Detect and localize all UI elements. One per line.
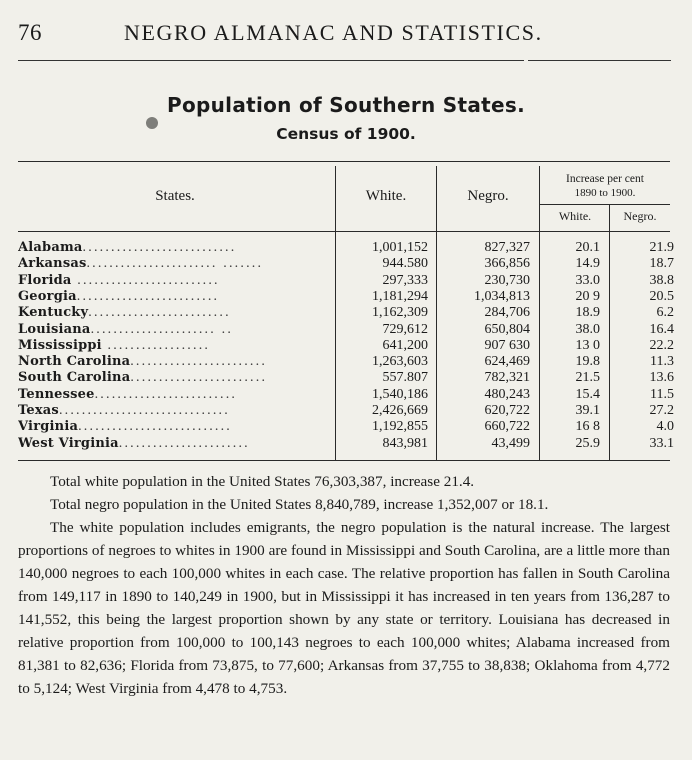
state-name: Georgia — [18, 288, 77, 304]
negro-population-cell: 480,243 — [484, 386, 530, 402]
state-name: South Carolina — [18, 370, 131, 386]
increase-white-cell: 21.5 — [575, 370, 600, 386]
negro-population-cell: 230,730 — [484, 272, 530, 288]
increase-white-cell: 38.0 — [575, 321, 600, 337]
table-title: Population of Southern States. — [167, 93, 525, 117]
state-name: Alabama — [18, 240, 83, 255]
header-rule-right — [528, 60, 671, 61]
header-negro: Negro. — [467, 188, 509, 204]
increase-negro-cell: 20.5 — [649, 288, 674, 304]
table-subtitle: Census of 1900. — [276, 125, 416, 143]
increase-white-cell: 39.1 — [575, 403, 600, 418]
state-name: Kentucky — [18, 305, 89, 321]
negro-population-cell: 43,499 — [491, 435, 530, 451]
table-row — [0, 387, 692, 403]
negro-population-cell: 1,034,813 — [474, 288, 530, 304]
white-population-cell: 944.580 — [382, 256, 428, 272]
leader-dots: ........................... — [82, 240, 237, 255]
leader-dots: ...................... .. — [90, 321, 234, 337]
state-name: Arkansas — [18, 256, 87, 272]
total-white-line: Total white population in the United States 76,303,387, increase 21.4. — [50, 473, 475, 490]
leader-dots: ....................... ....... — [86, 256, 264, 272]
leader-dots: ......................... — [71, 272, 220, 288]
table-row — [0, 370, 692, 386]
state-cell — [18, 305, 332, 321]
state-name: Tennessee — [18, 386, 95, 402]
white-population-cell: 1,263,603 — [372, 354, 428, 370]
table-row — [0, 322, 692, 338]
state-cell — [18, 419, 332, 435]
white-population-cell: 2,426,669 — [372, 403, 428, 418]
leader-dots: ......................... — [76, 288, 220, 304]
state-cell — [18, 289, 332, 305]
white-population-cell: 641,200 — [382, 337, 428, 353]
state-cell — [18, 322, 332, 338]
body-text — [18, 470, 670, 700]
state-name: Mississippi — [18, 337, 102, 353]
total-negro-line: Total negro population in the United States 8,840,789, increase 1,352,007 or 18.1. — [50, 496, 549, 513]
body-paragraph: The white population includes emigrants, the negro population is the natural increase. The largest proportions of negroes to whites in 1900 are found in Mississippi and South Carolina, are a little more than 140,000 negroes to each 100,000 whites in each case. The relative proportion has fallen in South Carolina from 149,117 in 1890 to 140,249 in 1900, but in Mississippi it has increased in ten years from 136,287 to 141,552, this being the largest proportion shown by any state or territory. Louisiana has decreased in relative proportion from 100,000 to 100,143 negroes to each 100,000 whites; Alabama increased from 81,381 to 82,636; Florida from 73,875, to 77,600; Arkansas from 37,755 to 38,838; Oklahoma from 4,772 to 5,124; West Virginia from 4,478 to 4,753. — [18, 519, 670, 697]
negro-population-cell: 624,469 — [484, 354, 530, 370]
state-name: West Virginia — [18, 435, 119, 451]
table-top-rule — [18, 161, 670, 162]
increase-white-cell: 19.8 — [575, 354, 600, 370]
increase-white-cell: 18.9 — [575, 305, 600, 321]
increase-white-cell: 25.9 — [575, 435, 600, 451]
header-bottom-rule — [18, 231, 670, 232]
header-increase-line2: 1890 to 1900. — [574, 187, 636, 199]
increase-white-cell: 13 0 — [575, 337, 600, 353]
table-row — [0, 240, 692, 256]
header-increase-line1: Increase per cent — [566, 173, 644, 185]
leader-dots: ........................ — [130, 370, 268, 386]
table-row — [0, 305, 692, 321]
negro-population-cell: 660,722 — [484, 419, 530, 435]
table-row — [0, 403, 692, 419]
increase-negro-cell: 11.5 — [650, 386, 674, 402]
white-population-cell: 1,192,855 — [372, 419, 428, 435]
white-population-cell: 843,981 — [382, 435, 428, 451]
state-cell — [18, 436, 332, 452]
state-name: Louisiana — [18, 321, 91, 337]
white-population-cell: 297,333 — [382, 272, 428, 288]
header-states: States. — [155, 188, 195, 204]
increase-white-cell: 33.0 — [575, 272, 600, 288]
increase-negro-cell: 21.9 — [649, 240, 674, 255]
white-population-cell: 557.807 — [382, 370, 428, 386]
state-cell — [18, 256, 332, 272]
increase-negro-cell: 22.2 — [649, 337, 674, 353]
negro-population-cell: 782,321 — [484, 370, 530, 386]
negro-population-cell: 827,327 — [484, 240, 530, 255]
white-population-cell: 1,001,152 — [372, 240, 428, 255]
increase-negro-cell: 11.3 — [650, 354, 674, 370]
increase-negro-cell: 27.2 — [649, 403, 674, 418]
increase-negro-cell: 18.7 — [649, 256, 674, 272]
negro-population-cell: 366,856 — [484, 256, 530, 272]
table-bottom-rule — [18, 460, 670, 461]
negro-population-cell: 650,804 — [484, 321, 530, 337]
leader-dots: ....................... — [118, 435, 250, 451]
table-row — [0, 338, 692, 354]
leader-dots: ........................ — [130, 354, 268, 370]
state-cell — [18, 240, 332, 256]
leader-dots: .................. — [101, 337, 211, 353]
leader-dots: ......................... — [88, 305, 231, 321]
leader-dots: ........................... — [78, 419, 232, 435]
state-cell — [18, 354, 332, 370]
negro-population-cell: 907 630 — [484, 337, 530, 353]
increase-negro-cell: 4.0 — [656, 419, 674, 435]
leader-dots: .............................. — [58, 403, 230, 418]
state-cell — [18, 370, 332, 386]
table-row — [0, 289, 692, 305]
increase-negro-cell: 38.8 — [649, 272, 674, 288]
table-row — [0, 273, 692, 289]
state-cell — [18, 273, 332, 289]
state-name: Florida — [18, 272, 72, 288]
increase-negro-cell: 33.1 — [649, 435, 674, 451]
state-cell — [18, 403, 332, 419]
increase-group-rule — [540, 204, 670, 205]
header-increase-white: White. — [558, 209, 592, 223]
state-name: Virginia — [18, 419, 79, 435]
increase-negro-cell: 13.6 — [649, 370, 674, 386]
header-increase-negro: Negro. — [623, 209, 657, 223]
white-population-cell: 1,540,186 — [372, 386, 428, 402]
table-row — [0, 419, 692, 435]
header-rule — [18, 60, 524, 61]
running-title: NEGRO ALMANAC AND STATISTICS. — [124, 20, 543, 45]
increase-white-cell: 20.1 — [575, 240, 600, 255]
negro-population-cell: 284,706 — [484, 305, 530, 321]
state-cell — [18, 338, 332, 354]
white-population-cell: 1,162,309 — [372, 305, 428, 321]
header-increase-group — [540, 172, 670, 200]
increase-white-cell: 16 8 — [575, 419, 600, 435]
increase-white-cell: 14.9 — [575, 256, 600, 272]
running-head — [18, 20, 674, 50]
white-population-cell: 729,612 — [382, 321, 428, 337]
negro-population-cell: 620,722 — [484, 403, 530, 418]
page-number: 76 — [18, 20, 42, 45]
increase-white-cell: 20 9 — [575, 288, 600, 304]
increase-white-cell: 15.4 — [575, 386, 600, 402]
table-row — [0, 354, 692, 370]
leader-dots: ......................... — [94, 386, 238, 402]
state-name: North Carolina — [18, 354, 131, 370]
table-row — [0, 256, 692, 272]
white-population-cell: 1,181,294 — [372, 288, 428, 304]
increase-negro-cell: 16.4 — [649, 321, 674, 337]
increase-negro-cell: 6.2 — [656, 305, 674, 321]
table-row — [0, 436, 692, 452]
state-name: Texas — [18, 403, 59, 418]
state-cell — [18, 387, 332, 403]
header-white: White. — [365, 188, 407, 204]
